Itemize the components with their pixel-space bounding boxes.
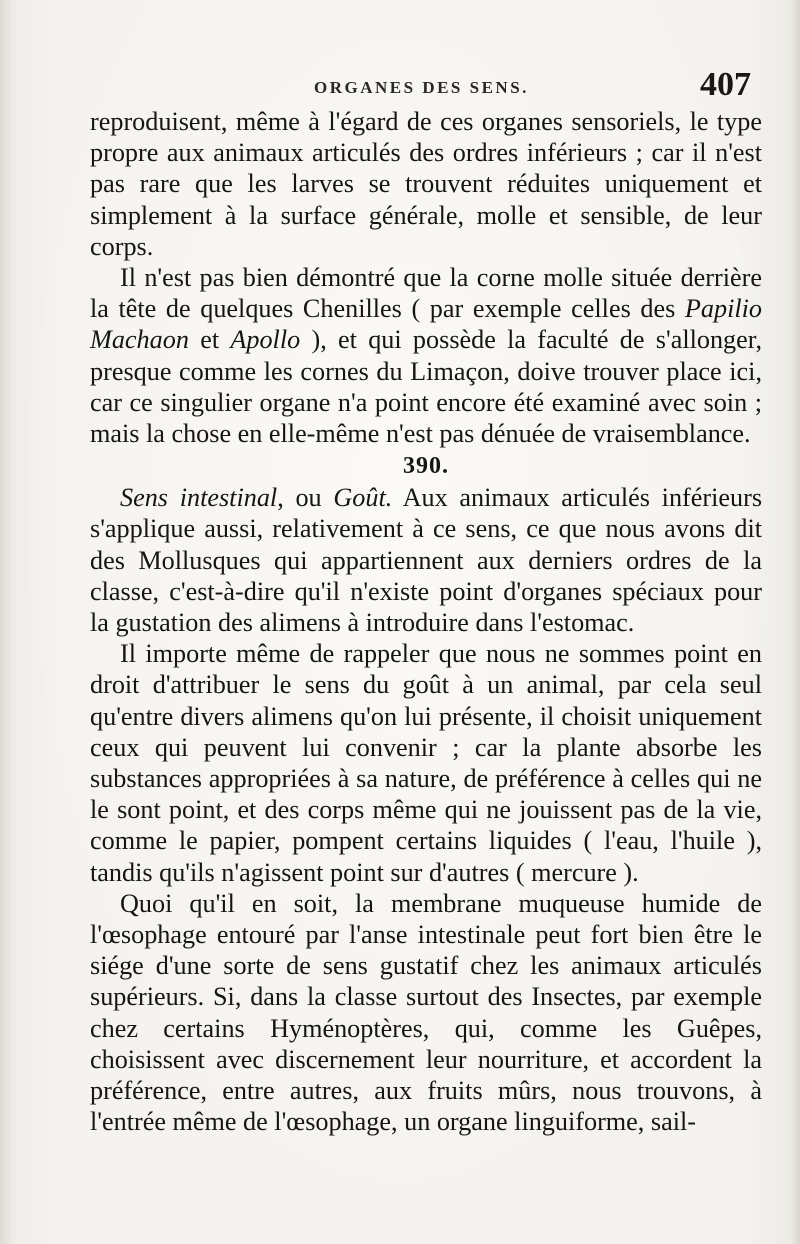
section-title-sens-intestinal: Sens intestinal <box>120 483 278 513</box>
body-text <box>90 106 762 1138</box>
species-name-machaon: Papilio Machaon <box>90 294 762 355</box>
paragraph-2-end: ), et qui possède la faculté de s'allonger, presque comme les cornes du Limaçon, doive trouver place ici, car ce singulier organe n'a point encore été examiné avec soin ; mais la chose en elle-même n'est pas dénuée de vraisemblance. <box>90 325 762 449</box>
paragraph-2 <box>90 262 762 449</box>
paragraph-3 <box>90 482 762 638</box>
paragraph-3-mid: , ou <box>277 483 334 513</box>
species-name-apollo: Apollo <box>230 325 301 355</box>
paragraph-5: Quoi qu'il en soit, la membrane muqueuse humide de l'œsophage entouré par l'anse intestinale peut fort bien être le siége d'une sorte de sens gustatif chez les animaux articulés supérieurs. Si, dans la classe surtout des Insectes, par exemple chez certains Hyménoptères, qui, comme les Guêpes, choisissent avec discernement leur nourriture, et accordent la préférence, entre autres, aux fruits mûrs, nous trouvons, à l'entrée même de l'œsophage, un organe linguiforme, sail- <box>90 888 762 1137</box>
paragraph-2-start: Il n'est pas bien démontré que la corne molle située derrière la tête de quelques Chenilles ( par exemple celles des <box>90 263 762 324</box>
paragraph-2-mid: et <box>188 325 231 355</box>
running-head: ORGANES DES SENS. <box>314 78 529 97</box>
section-title-gout: Goût. <box>333 483 393 513</box>
paragraph-3-end: Aux animaux articulés inférieurs s'applique aussi, relativement à ce sens, ce que nous avons dit des Mollusques qui appartiennent aux derniers ordres de la classe, c'est-à-dire qu'il n'existe point d'organes spéciaux pour la gustation des alimens à introduire dans l'estomac. <box>90 483 763 638</box>
page-number: 407 <box>700 66 751 103</box>
section-number: 390. <box>403 453 449 480</box>
paragraph-4: Il importe même de rappeler que nous ne sommes point en droit d'attribuer le sens du goût à un animal, par cela seul qu'entre divers alimens qu'on lui présente, il choisit uniquement ceux qui peuvent lui convenir ; car la plante absorbe les substances appropriées à sa nature, de préférence à celles qui ne le sont point, et des corps même qui ne jouissent pas de la vie, comme le papier, pompent certains liquides ( l'eau, l'huile ), tandis qu'ils n'agissent point sur d'autres ( mercure ). <box>90 639 762 887</box>
paragraph-1: reproduisent, même à l'égard de ces organes sensoriels, le type propre aux animaux articulés des ordres inférieurs ; car il n'est pas rare que les larves se trouvent réduites uniquement et simplement à la surface générale, molle et sensible, de leur corps. <box>90 107 762 261</box>
